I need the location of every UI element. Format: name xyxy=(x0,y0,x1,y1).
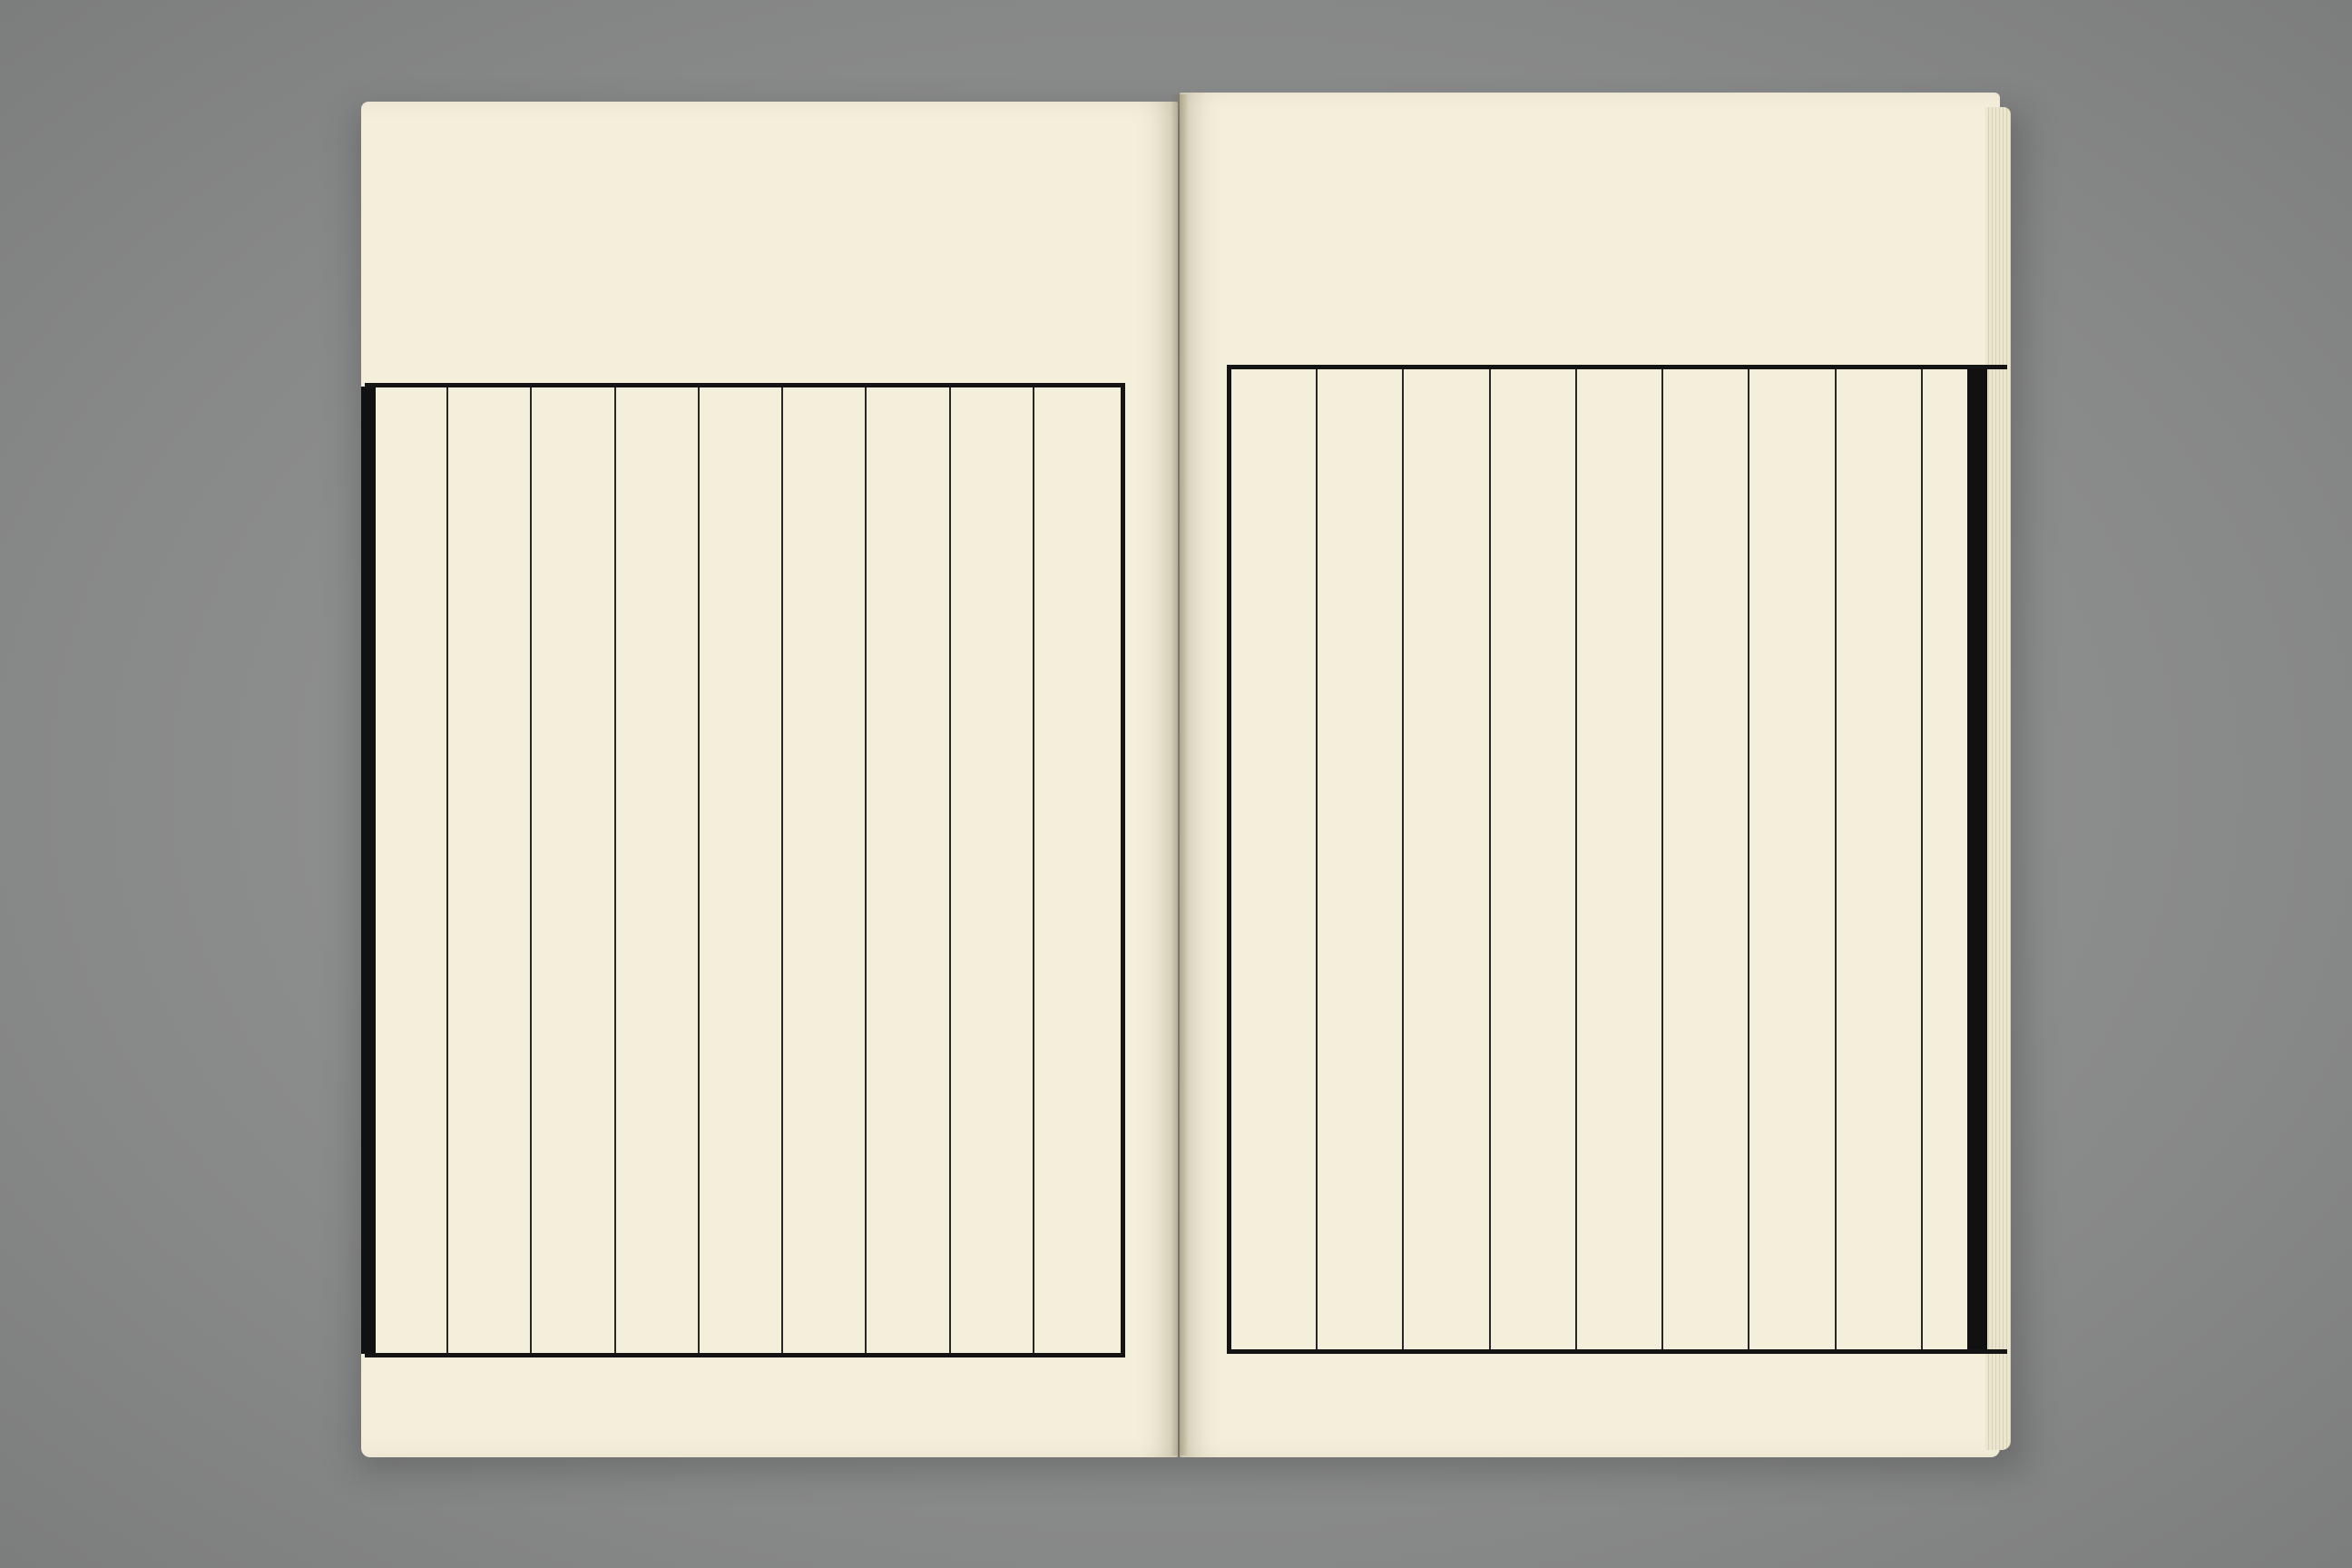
text-column xyxy=(1921,369,2007,1349)
book-gutter xyxy=(1171,94,1189,1455)
text-column xyxy=(781,387,865,1353)
text-column xyxy=(1402,369,1488,1349)
text-column xyxy=(1748,369,1834,1349)
text-column xyxy=(530,387,613,1353)
right-page-frame xyxy=(1227,365,2007,1354)
text-column xyxy=(949,387,1033,1353)
left-page-frame xyxy=(365,383,1125,1357)
text-column xyxy=(1489,369,1575,1349)
text-column xyxy=(446,387,530,1353)
text-column xyxy=(698,387,781,1353)
text-column xyxy=(614,387,698,1353)
right-page-columns xyxy=(1231,369,2007,1349)
left-page-columns xyxy=(365,387,1116,1353)
text-column xyxy=(1575,369,1661,1349)
text-column xyxy=(865,387,948,1353)
text-column xyxy=(1835,369,1921,1349)
text-column xyxy=(1316,369,1402,1349)
text-column xyxy=(1661,369,1748,1349)
text-column xyxy=(365,387,446,1353)
text-column xyxy=(1231,369,1316,1349)
text-column xyxy=(1033,387,1116,1353)
